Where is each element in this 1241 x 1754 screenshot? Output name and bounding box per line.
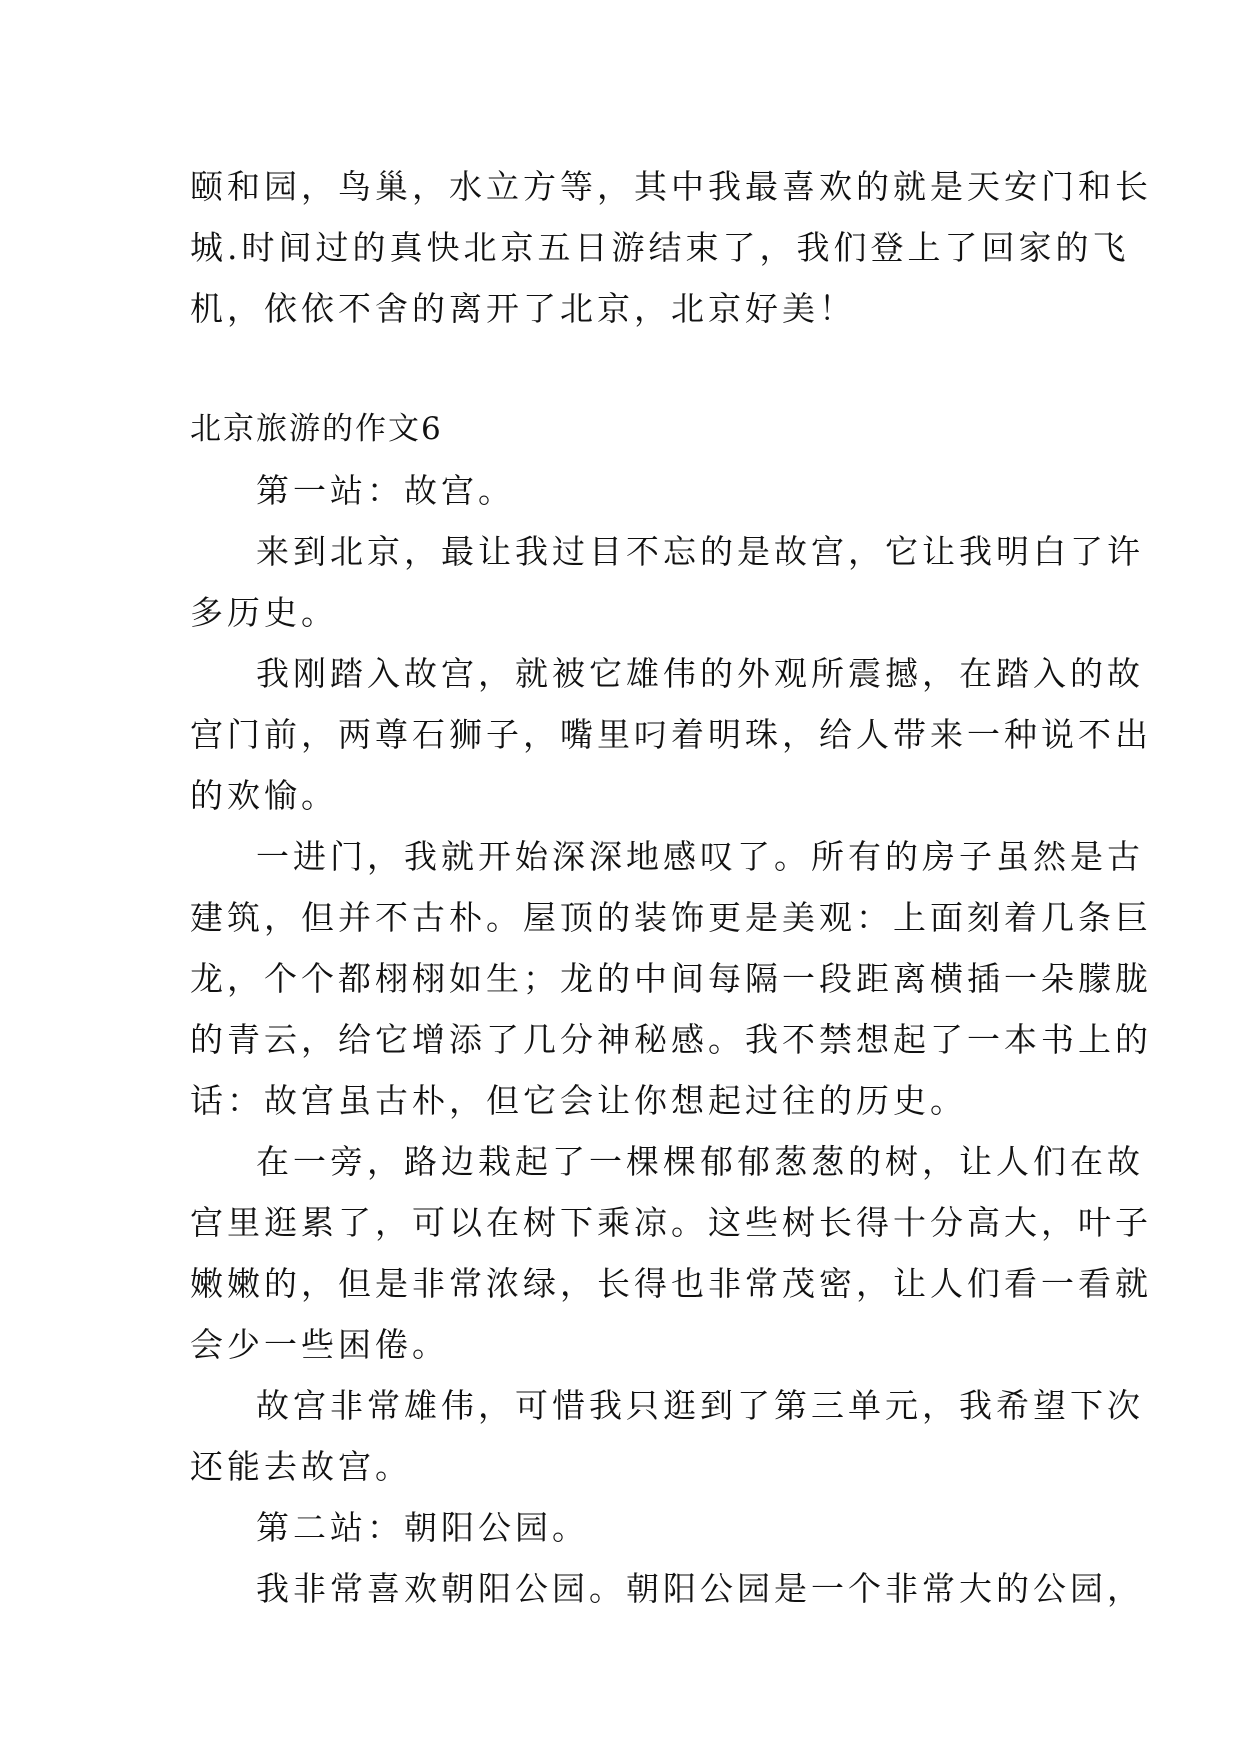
- paragraph-line: 嫩嫩的，但是非常浓绿，长得也非常茂密，让人们看一看就: [190, 1264, 1152, 1303]
- paragraph: [190, 521, 1144, 643]
- paragraph-line: 会少一些困倦。: [190, 1325, 449, 1364]
- paragraph-line: 话：故宫虽古朴，但它会让你想起过往的历史。: [190, 1081, 967, 1120]
- document-body: [190, 156, 1152, 1619]
- paragraph: [190, 826, 1152, 1131]
- paragraph-line: 多历史。: [190, 593, 338, 632]
- section-title: 北京旅游的作文6: [190, 411, 443, 447]
- paragraph-line: 第二站：朝阳公园。: [256, 1508, 589, 1547]
- paragraph-line: 我非常喜欢朝阳公园。朝阳公园是一个非常大的公园，: [256, 1569, 1144, 1608]
- paragraph: [190, 1558, 1144, 1619]
- paragraph-line: 建筑，但并不古朴。屋顶的装饰更是美观：上面刻着几条巨: [190, 898, 1152, 937]
- paragraph: [190, 643, 1152, 826]
- paragraph-line: 我刚踏入故宫，就被它雄伟的外观所震撼，在踏入的故: [256, 654, 1144, 693]
- paragraph-line: 宫里逛累了，可以在树下乘凉。这些树长得十分高大，叶子: [190, 1203, 1152, 1242]
- paragraph-line: 在一旁，路边栽起了一棵棵郁郁葱葱的树，让人们在故: [256, 1142, 1144, 1181]
- paragraph-line: 还能去故宫。: [190, 1447, 412, 1486]
- paragraph-line: 宫门前，两尊石狮子，嘴里叼着明珠，给人带来一种说不出: [190, 715, 1152, 754]
- intro-line: 机，依依不舍的离开了北京，北京好美！: [190, 289, 856, 328]
- paragraph: [190, 460, 1050, 521]
- paragraph: [190, 1497, 1050, 1558]
- paragraph-line: 的青云，给它增添了几分神秘感。我不禁想起了一本书上的: [190, 1020, 1152, 1059]
- paragraph-line: 来到北京，最让我过目不忘的是故宫，它让我明白了许: [256, 532, 1144, 571]
- paragraph-line: 龙，个个都栩栩如生；龙的中间每隔一段距离横插一朵朦胧: [190, 959, 1152, 998]
- paragraph: [190, 1375, 1144, 1497]
- section-gap: [190, 339, 1050, 399]
- paragraph: [190, 1131, 1152, 1375]
- paragraph-line: 的欢愉。: [190, 776, 338, 815]
- intro-line: 城.时间过的真快北京五日游结束了，我们登上了回家的飞: [190, 228, 1130, 267]
- paragraph-line: 故宫非常雄伟，可惜我只逛到了第三单元，我希望下次: [256, 1386, 1144, 1425]
- paragraph-line: 一进门，我就开始深深地感叹了。所有的房子虽然是古: [256, 837, 1144, 876]
- intro-line: 颐和园，鸟巢，水立方等，其中我最喜欢的就是天安门和长: [190, 167, 1152, 206]
- paragraph-line: 第一站：故宫。: [256, 471, 515, 510]
